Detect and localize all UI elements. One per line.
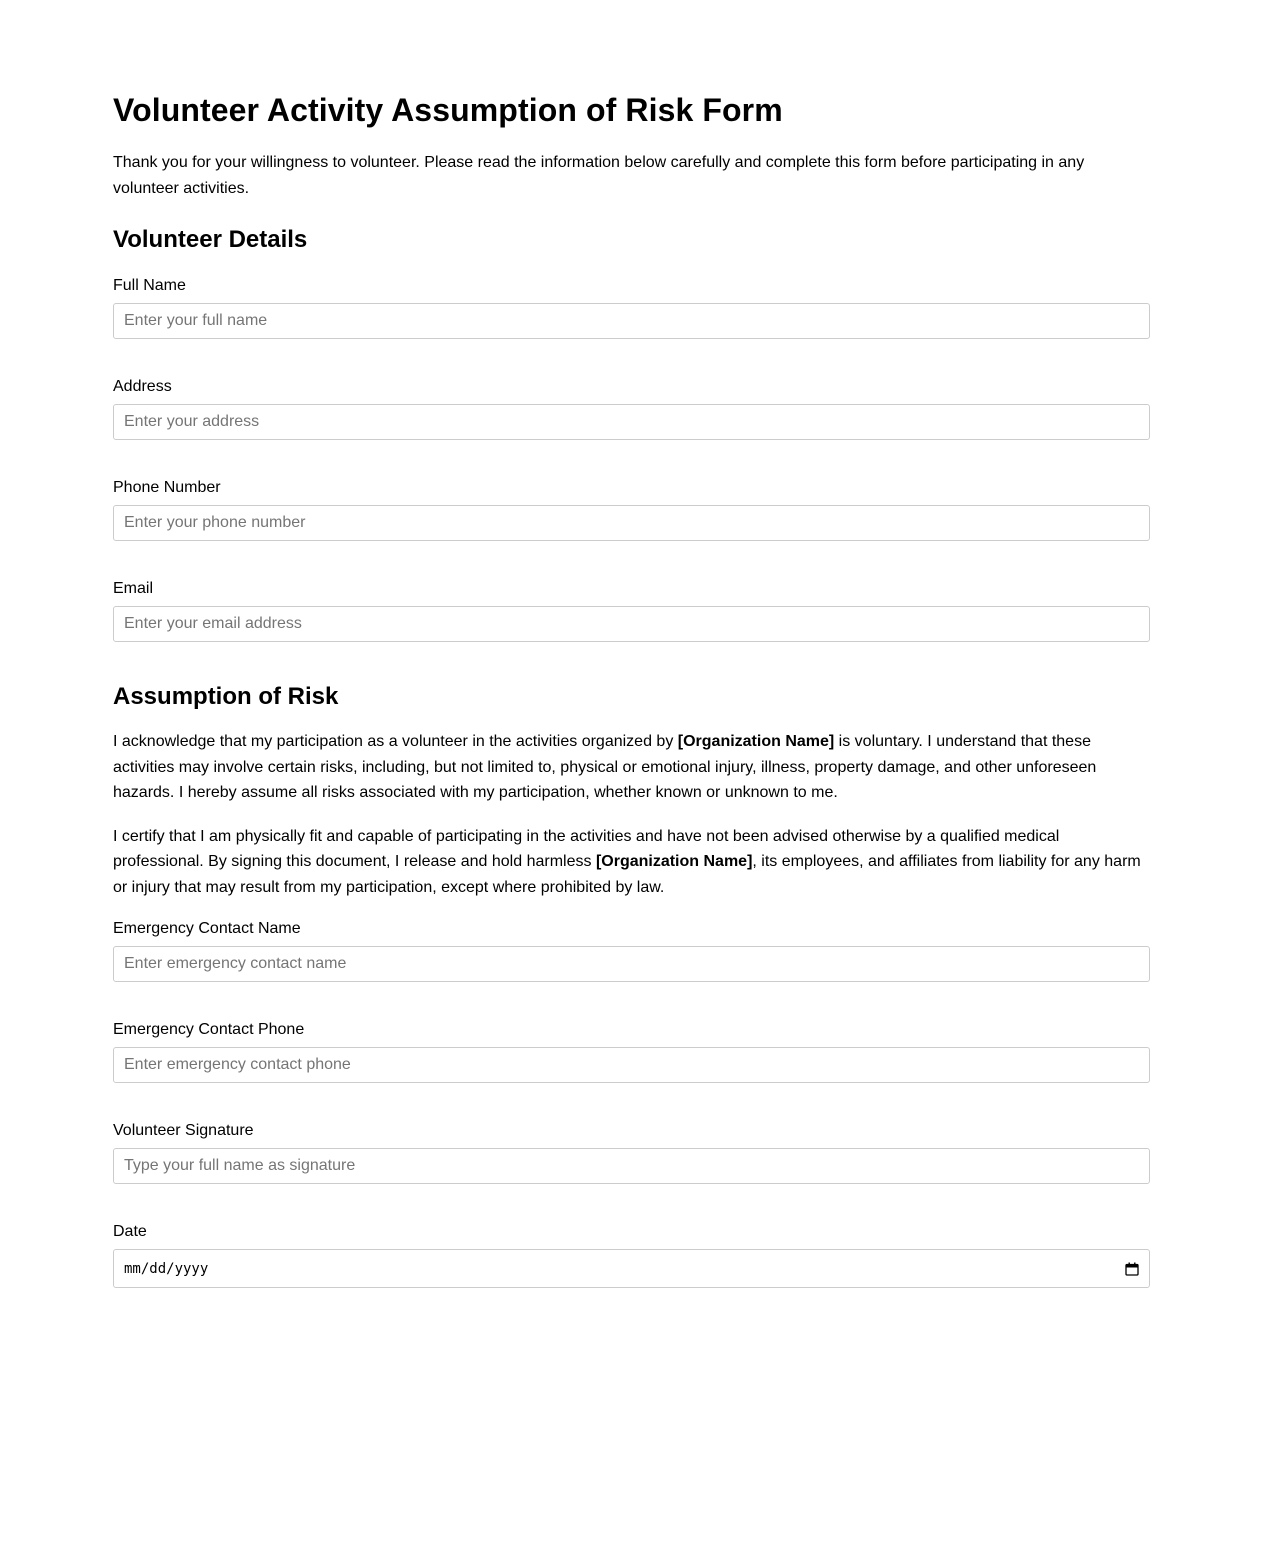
emergency-contact-name-label: Emergency Contact Name [113,920,301,937]
organization-name: [Organization Name] [677,733,835,750]
certification-text-end: , its employees, and affiliates from liability for any harm or injury that may result from my participation, except where prohibited by law. [113,853,1141,896]
assumption-of-risk-heading: Assumption of Risk [113,683,339,710]
calendar-icon[interactable] [1125,1262,1139,1276]
acknowledgement-text-start: I acknowledge that my participation as a volunteer in the activities organized by [113,733,678,750]
emergency-contact-name-input[interactable] [113,946,1150,982]
certification-text-start: I certify that I am physically fit and capable of participating in the activities and have not been advised otherwise by a qualified medical professional. By signing this document, I release and hold harmless [113,827,1060,870]
certification-paragraph [113,824,1150,901]
emergency-contact-phone-field [113,1020,1150,1083]
address-input[interactable] [113,404,1150,440]
emergency-contact-phone-label: Emergency Contact Phone [113,1021,305,1038]
date-input[interactable] [113,1249,1150,1288]
address-label: Address [113,378,172,395]
intro-text: Thank you for your willingness to volunteer. Please read the information below carefully and complete this form before participating in any volunteer activities. [113,154,1085,197]
full-name-field [113,276,1150,339]
phone-input[interactable] [113,505,1150,541]
phone-label: Phone Number [113,479,221,496]
date-label: Date [113,1223,147,1240]
signature-field [113,1121,1150,1184]
email-label: Email [113,580,154,597]
phone-field [113,478,1150,541]
email-field [113,579,1150,642]
email-input[interactable] [113,606,1150,642]
volunteer-details-heading: Volunteer Details [113,226,308,253]
emergency-contact-name-field [113,919,1150,982]
address-field [113,377,1150,440]
form-content [113,0,1150,1288]
page-title: Volunteer Activity Assumption of Risk Form [113,92,783,128]
full-name-label: Full Name [113,277,186,294]
date-field [113,1222,1150,1288]
signature-input[interactable] [113,1148,1150,1184]
full-name-input[interactable] [113,303,1150,339]
acknowledgement-text-end: is voluntary. I understand that these activities may involve certain risks, including, but not limited to, physical or emotional injury, illness, property damage, and other unforeseen hazards. I hereby assume all risks associated with my participation, whether known or unknown to me. [113,733,1097,801]
organization-name: [Organization Name] [595,853,753,870]
signature-label: Volunteer Signature [113,1122,254,1139]
date-placeholder: mm/dd/yyyy [124,1260,209,1277]
acknowledgement-paragraph [113,729,1150,806]
emergency-contact-phone-input[interactable] [113,1047,1150,1083]
